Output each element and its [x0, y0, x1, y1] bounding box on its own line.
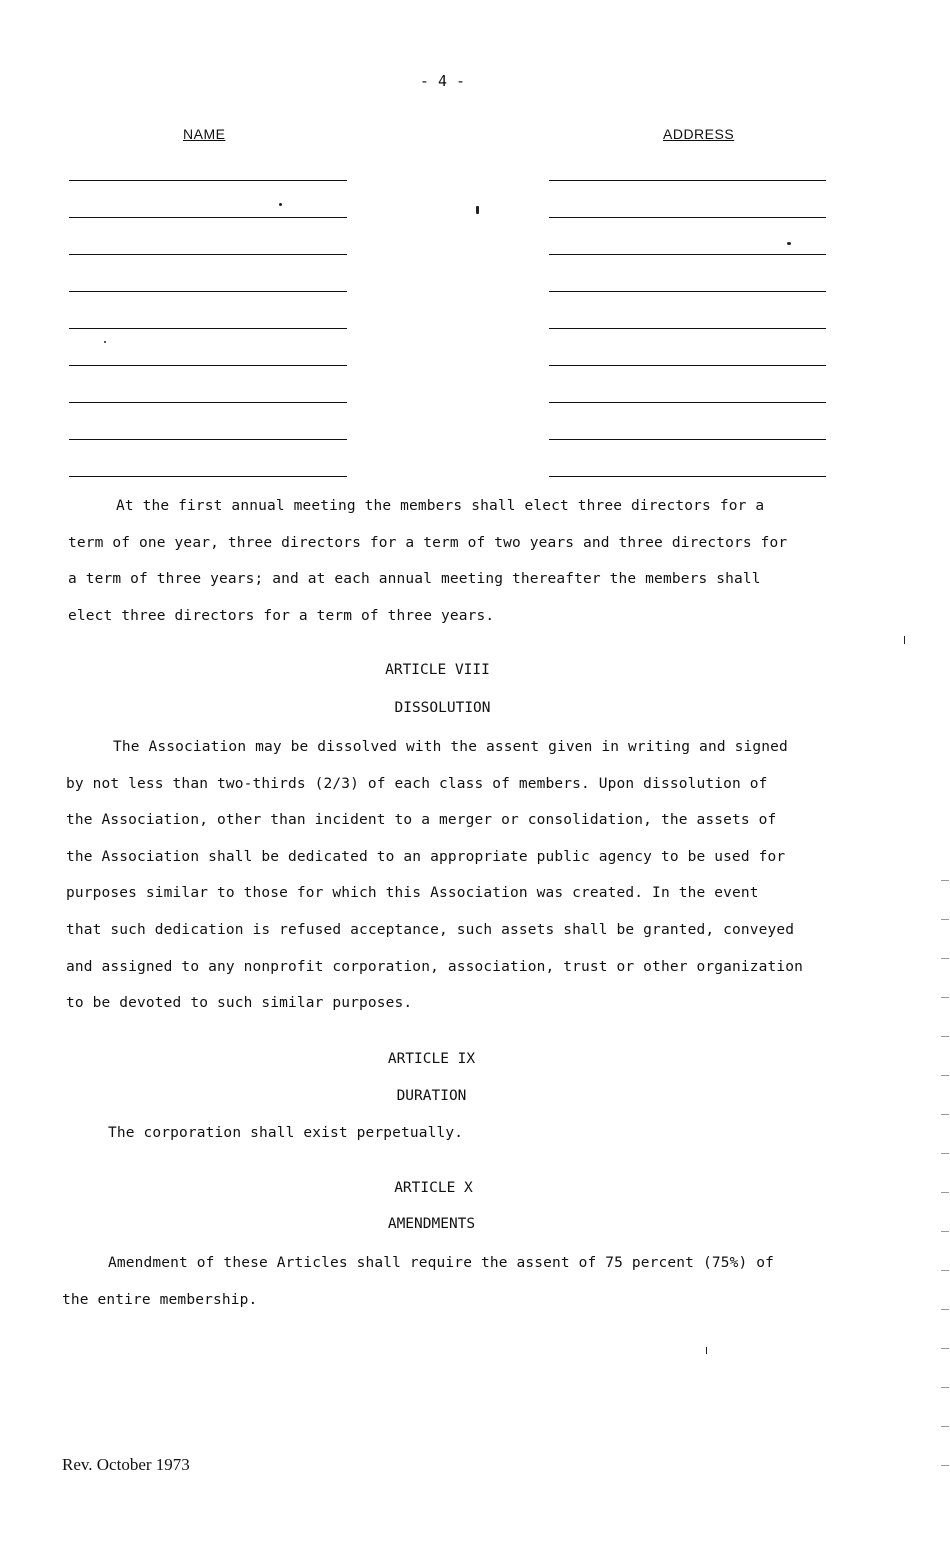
page-number: - 4 -: [419, 72, 466, 90]
address-signature-line: [549, 291, 826, 292]
scan-edge-mark: [941, 1153, 949, 1154]
name-signature-line: [69, 254, 347, 255]
article-x-subheading: AMENDMENTS: [387, 1216, 476, 1232]
scan-speck: [279, 203, 282, 206]
revision-footer: Rev. October 1973: [62, 1455, 190, 1474]
scan-edge-mark: [941, 1270, 949, 1271]
article-viii-heading: ARTICLE VIII: [385, 662, 490, 678]
intro-paragraph: [68, 488, 787, 634]
article-viii-subheading: DISSOLUTION: [394, 700, 491, 716]
address-signature-line: [549, 365, 826, 366]
duration-paragraph: [108, 1115, 463, 1152]
scan-edge-mark: [941, 880, 949, 881]
paragraph-line: term of one year, three directors for a term of two years and three directors for: [68, 534, 788, 551]
scan-edge-mark: [941, 1309, 949, 1310]
paragraph-line: At the first annual meeting the members shall elect three directors for a: [116, 498, 765, 514]
paragraph-line: The Association may be dissolved with the assent given in writing and signed: [113, 739, 788, 755]
article-ix-subheading: DURATION: [396, 1088, 467, 1104]
name-signature-line: [69, 439, 347, 440]
scan-speck: [104, 341, 106, 343]
name-signature-line: [69, 402, 347, 403]
address-signature-line: [549, 180, 826, 181]
paragraph-line: a term of three years; and at each annual meeting thereafter the members shall: [68, 571, 761, 588]
address-column-header: ADDRESS: [663, 126, 735, 142]
paragraph-line: the entire membership.: [62, 1291, 258, 1308]
address-signature-line: [549, 476, 826, 477]
dissolution-paragraph: [66, 729, 803, 1022]
name-signature-line: [69, 217, 347, 218]
paragraph-line: elect three directors for a term of three years.: [68, 607, 495, 624]
amendments-paragraph: [62, 1245, 774, 1318]
paragraph-line: and assigned to any nonprofit corporation, association, trust or other organization: [66, 958, 804, 975]
scan-edge-mark: [941, 1426, 949, 1427]
name-column-header: NAME: [183, 126, 226, 142]
scan-edge-mark: [941, 1114, 949, 1115]
name-signature-line: [69, 328, 347, 329]
scan-speck: [706, 1347, 707, 1354]
article-ix-heading: ARTICLE IX: [387, 1051, 476, 1067]
address-signature-line: [549, 217, 826, 218]
address-signature-line: [549, 402, 826, 403]
paragraph-line: the Association, other than incident to a merger or consolidation, the assets of: [66, 812, 777, 829]
name-signature-line: [69, 365, 347, 366]
paragraph-line: purposes similar to those for which this Association was created. In the event: [66, 885, 759, 902]
address-signature-line: [549, 328, 826, 329]
scan-speck: [476, 206, 479, 214]
paragraph-line: Amendment of these Articles shall require the assent of 75 percent (75%) of: [108, 1255, 774, 1271]
paragraph-line: that such dedication is refused acceptance, such assets shall be granted, conveyed: [66, 921, 795, 938]
paragraph-line: the Association shall be dedicated to an appropriate public agency to be used for: [66, 848, 786, 865]
paragraph-line: to be devoted to such similar purposes.: [66, 995, 413, 1012]
scan-edge-mark: [941, 1465, 949, 1466]
scan-edge-mark: [941, 1231, 949, 1232]
scan-edge-mark: [941, 997, 949, 998]
scan-edge-mark: [941, 1036, 949, 1037]
paragraph-line: by not less than two-thirds (2/3) of each class of members. Upon dissolution of: [66, 775, 768, 792]
article-x-heading: ARTICLE X: [394, 1180, 473, 1196]
name-signature-line: [69, 180, 347, 181]
scan-speck: [904, 636, 905, 644]
address-signature-line: [549, 439, 826, 440]
scan-edge-mark: [941, 1348, 949, 1349]
scan-edge-mark: [941, 1387, 949, 1388]
paragraph-line: The corporation shall exist perpetually.: [108, 1125, 464, 1141]
name-signature-line: [69, 291, 347, 292]
scan-edge-mark: [941, 1075, 949, 1076]
name-signature-line: [69, 476, 347, 477]
scan-edge-mark: [941, 919, 949, 920]
address-signature-line: [549, 254, 826, 255]
scan-edge-mark: [941, 958, 949, 959]
scan-speck: [787, 242, 791, 245]
scan-edge-mark: [941, 1192, 949, 1193]
